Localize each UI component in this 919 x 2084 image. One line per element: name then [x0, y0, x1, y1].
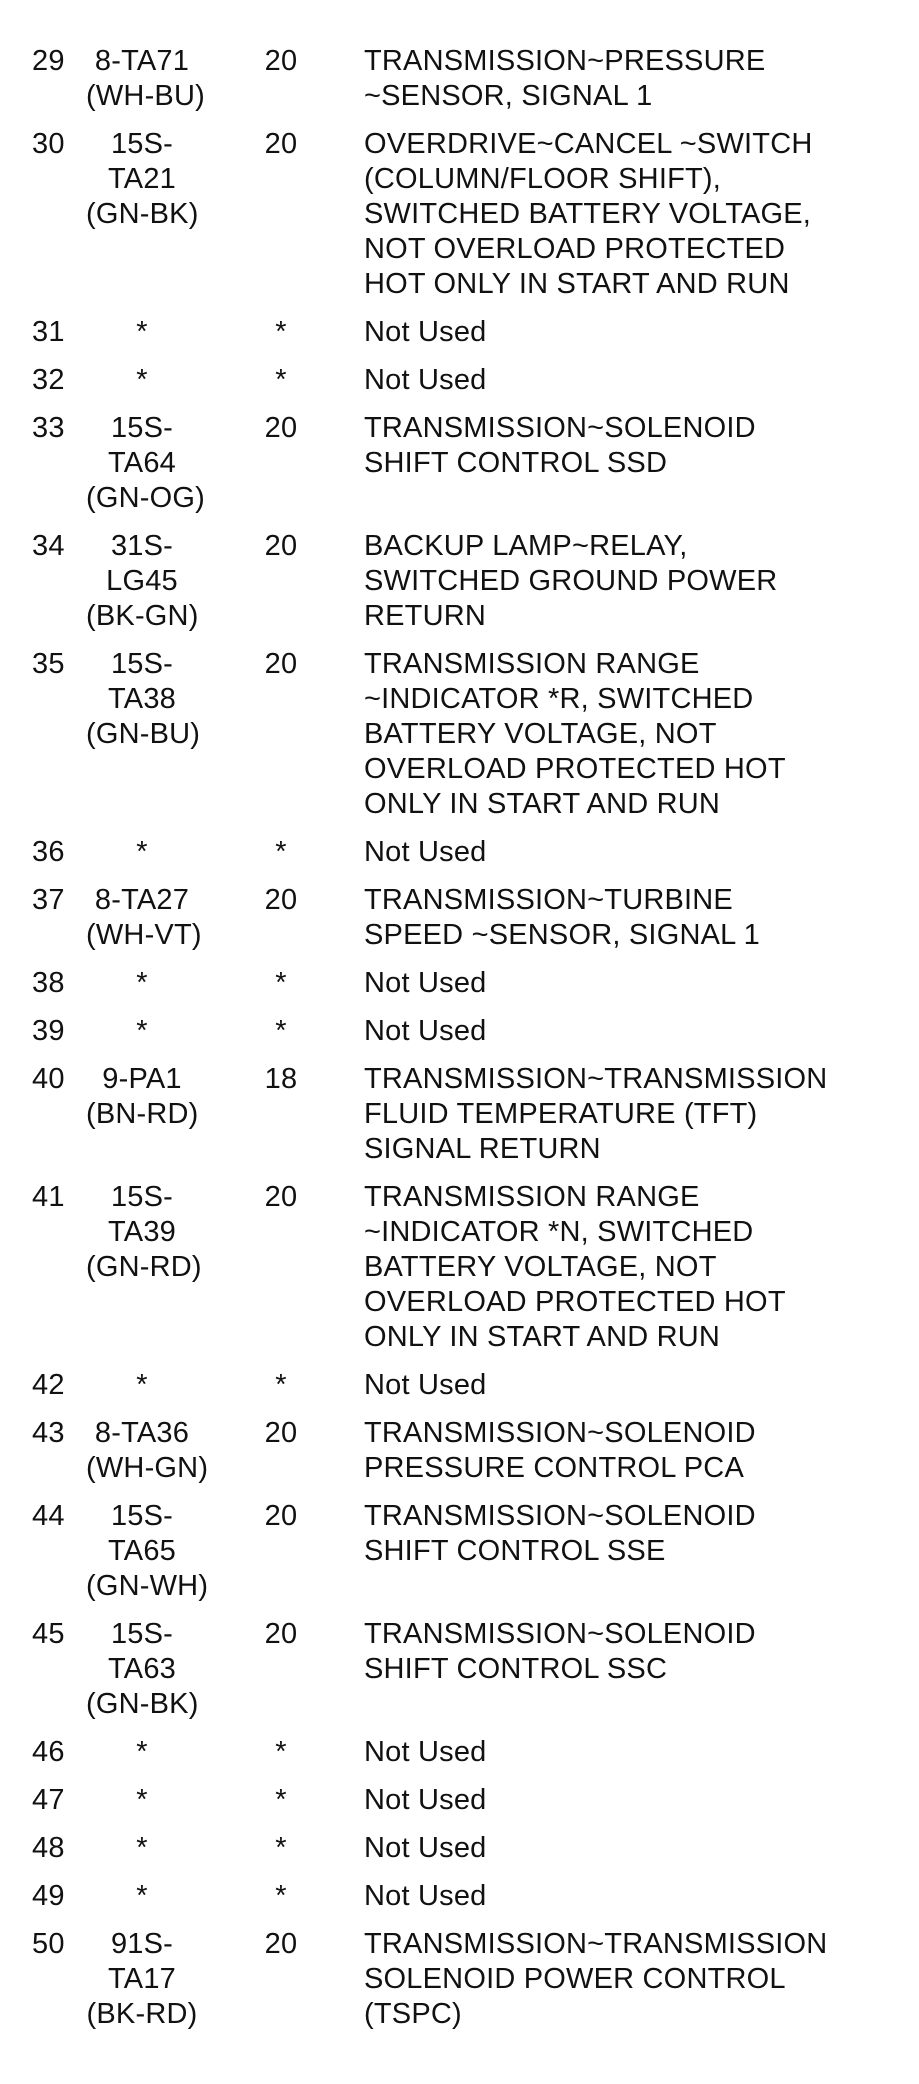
- wire-gauge: 18: [264, 1063, 298, 1095]
- circuit-line: (WH-GN): [86, 1452, 209, 1484]
- circuit-cell: [86, 363, 198, 411]
- wire-gauge: *: [275, 1784, 287, 1816]
- circuit-line: (BN-RD): [86, 1098, 199, 1130]
- pin-row-46: [32, 1735, 892, 1783]
- pin-number: 38: [32, 967, 65, 999]
- circuit-cell: [86, 411, 205, 529]
- pin-row-50: [32, 1927, 892, 2045]
- circuit-line: 15S-: [110, 128, 174, 160]
- circuit-line: (BK-RD): [86, 1998, 198, 2030]
- wire-gauge: 20: [264, 45, 298, 77]
- wire-gauge: *: [275, 836, 287, 868]
- circuit-function-line: OVERLOAD PROTECTED HOT: [364, 1286, 786, 1318]
- circuit-function-line: Not Used: [364, 1832, 487, 1864]
- circuit-function-cell: [364, 315, 892, 363]
- pin-row-31: [32, 315, 892, 363]
- circuit-function-cell: [364, 835, 892, 883]
- circuit-function-cell: [364, 1879, 892, 1927]
- circuit-function-cell: [364, 363, 892, 411]
- circuit-function-line: Not Used: [364, 1015, 487, 1047]
- circuit-function-line: TRANSMISSION~TURBINE: [364, 884, 733, 916]
- circuit-function-line: (COLUMN/FLOOR SHIFT),: [364, 163, 722, 195]
- circuit-function-line: TRANSMISSION~TRANSMISSION: [364, 1928, 828, 1960]
- circuit-function-line: SHIFT CONTROL SSC: [364, 1653, 668, 1685]
- circuit-function-line: SOLENOID POWER CONTROL: [364, 1963, 786, 1995]
- circuit-function-line: OVERLOAD PROTECTED HOT: [364, 753, 786, 785]
- pin-number: 36: [32, 836, 65, 868]
- pin-number: 34: [32, 530, 65, 562]
- pin-number: 43: [32, 1417, 65, 1449]
- circuit-line: 15S-: [110, 1181, 174, 1213]
- circuit-function-line: RETURN: [364, 600, 487, 632]
- circuit-line: 31S-: [110, 530, 174, 562]
- pin-number: 32: [32, 364, 65, 396]
- pin-number: 41: [32, 1181, 65, 1213]
- pin-row-45: [32, 1617, 892, 1735]
- circuit-line: TA38: [108, 683, 176, 715]
- circuit-function-line: TRANSMISSION~SOLENOID: [364, 1500, 756, 1532]
- pin-row-48: [32, 1831, 892, 1879]
- circuit-line: (GN-BK): [86, 1688, 199, 1720]
- circuit-cell: [86, 1735, 198, 1783]
- pin-number: 33: [32, 412, 65, 444]
- circuit-cell: [86, 883, 202, 966]
- pin-row-36: [32, 835, 892, 883]
- circuit-function-cell: [364, 1617, 892, 1735]
- wire-gauge: 20: [264, 1500, 298, 1532]
- circuit-line: LG45: [106, 565, 178, 597]
- circuit-function-cell: [364, 883, 892, 966]
- pin-row-49: [32, 1879, 892, 1927]
- circuit-line: (WH-BU): [86, 80, 205, 112]
- circuit-cell: [86, 835, 198, 883]
- circuit-line: *: [136, 1832, 148, 1864]
- circuit-line: (WH-VT): [86, 919, 202, 951]
- circuit-line: 15S-: [110, 412, 174, 444]
- circuit-function-cell: [364, 1927, 892, 2045]
- pin-row-38: [32, 966, 892, 1014]
- circuit-function-line: TRANSMISSION RANGE: [364, 648, 700, 680]
- circuit-cell: [86, 1180, 202, 1368]
- circuit-cell: [86, 44, 205, 127]
- circuit-line: 8-TA36: [94, 1417, 190, 1449]
- wire-gauge: 20: [264, 884, 298, 916]
- wire-gauge: *: [275, 1736, 287, 1768]
- pin-number: 30: [32, 128, 65, 160]
- wire-gauge: *: [275, 364, 287, 396]
- pin-row-43: [32, 1416, 892, 1499]
- wire-gauge: *: [275, 1832, 287, 1864]
- pin-number: 46: [32, 1736, 65, 1768]
- circuit-cell: [86, 647, 201, 835]
- circuit-function-line: TRANSMISSION RANGE: [364, 1181, 700, 1213]
- circuit-cell: [86, 1927, 198, 2045]
- pin-row-33: [32, 411, 892, 529]
- pin-number: 39: [32, 1015, 65, 1047]
- circuit-function-cell: [364, 1368, 892, 1416]
- pin-number: 47: [32, 1784, 65, 1816]
- pin-number: 37: [32, 884, 65, 916]
- circuit-function-line: ~INDICATOR *R, SWITCHED: [364, 683, 754, 715]
- circuit-line: 8-TA27: [94, 884, 190, 916]
- wire-gauge: *: [275, 1880, 287, 1912]
- pin-number: 49: [32, 1880, 65, 1912]
- circuit-function-line: Not Used: [364, 316, 487, 348]
- circuit-function-line: SWITCHED BATTERY VOLTAGE,: [364, 198, 812, 230]
- circuit-cell: [86, 1416, 209, 1499]
- circuit-function-cell: [364, 44, 892, 127]
- wire-gauge: 20: [264, 1417, 298, 1449]
- wire-gauge: *: [275, 1369, 287, 1401]
- pin-number: 31: [32, 316, 65, 348]
- circuit-cell: [86, 1783, 198, 1831]
- circuit-function-line: TRANSMISSION~SOLENOID: [364, 412, 756, 444]
- pinout-table-body: [32, 44, 892, 2045]
- circuit-function-line: Not Used: [364, 1736, 487, 1768]
- circuit-line: *: [136, 1880, 148, 1912]
- pin-row-39: [32, 1014, 892, 1062]
- circuit-function-cell: [364, 1499, 892, 1617]
- circuit-line: TA17: [108, 1963, 176, 1995]
- circuit-function-line: SHIFT CONTROL SSD: [364, 447, 668, 479]
- circuit-function-line: TRANSMISSION~PRESSURE: [364, 45, 766, 77]
- pin-row-44: [32, 1499, 892, 1617]
- circuit-line: *: [136, 836, 148, 868]
- circuit-cell: [86, 1062, 198, 1180]
- circuit-function-line: Not Used: [364, 1784, 487, 1816]
- pin-number: 29: [32, 45, 65, 77]
- circuit-line: *: [136, 364, 148, 396]
- circuit-function-line: TRANSMISSION~SOLENOID: [364, 1417, 756, 1449]
- circuit-cell: [86, 127, 198, 315]
- circuit-line: 91S-: [110, 1928, 174, 1960]
- circuit-cell: [86, 315, 198, 363]
- circuit-function-line: (TSPC): [364, 1998, 462, 2030]
- circuit-function-line: ONLY IN START AND RUN: [364, 788, 721, 820]
- circuit-line: (GN-WH): [86, 1570, 209, 1602]
- pin-row-34: [32, 529, 892, 647]
- circuit-cell: [86, 966, 198, 1014]
- wire-gauge: 20: [264, 530, 298, 562]
- circuit-function-cell: [364, 1416, 892, 1499]
- circuit-cell: [86, 1499, 209, 1617]
- circuit-cell: [86, 1617, 198, 1735]
- pin-row-37: [32, 883, 892, 966]
- circuit-line: *: [136, 1784, 148, 1816]
- circuit-line: *: [136, 1369, 148, 1401]
- circuit-line: 15S-: [110, 648, 174, 680]
- pin-number: 45: [32, 1618, 65, 1650]
- pin-row-29: [32, 44, 892, 127]
- circuit-line: *: [136, 316, 148, 348]
- circuit-line: (GN-BU): [86, 718, 201, 750]
- circuit-line: *: [136, 1736, 148, 1768]
- pin-row-41: [32, 1180, 892, 1368]
- circuit-function-line: ~SENSOR, SIGNAL 1: [364, 80, 653, 112]
- circuit-line: (GN-OG): [86, 482, 205, 514]
- circuit-function-cell: [364, 411, 892, 529]
- wire-gauge: *: [275, 316, 287, 348]
- wire-gauge: 20: [264, 1181, 298, 1213]
- pin-row-42: [32, 1368, 892, 1416]
- circuit-line: 8-TA71: [94, 45, 190, 77]
- circuit-line: 9-PA1: [102, 1063, 182, 1095]
- circuit-function-cell: [364, 966, 892, 1014]
- circuit-function-line: SHIFT CONTROL SSE: [364, 1535, 666, 1567]
- circuit-function-line: Not Used: [364, 364, 487, 396]
- circuit-line: 15S-: [110, 1500, 174, 1532]
- pin-row-40: [32, 1062, 892, 1180]
- circuit-line: TA65: [108, 1535, 176, 1567]
- circuit-function-cell: [364, 1062, 892, 1180]
- circuit-function-line: ~INDICATOR *N, SWITCHED: [364, 1216, 754, 1248]
- circuit-function-line: SIGNAL RETURN: [364, 1133, 601, 1165]
- circuit-line: *: [136, 1015, 148, 1047]
- circuit-function-line: PRESSURE CONTROL PCA: [364, 1452, 744, 1484]
- circuit-function-cell: [364, 1014, 892, 1062]
- circuit-line: TA39: [108, 1216, 176, 1248]
- wire-gauge: 20: [264, 412, 298, 444]
- circuit-function-line: BATTERY VOLTAGE, NOT: [364, 718, 717, 750]
- circuit-line: TA63: [108, 1653, 176, 1685]
- wire-gauge: *: [275, 967, 287, 999]
- circuit-function-line: TRANSMISSION~TRANSMISSION: [364, 1063, 828, 1095]
- pin-row-30: [32, 127, 892, 315]
- pin-row-47: [32, 1783, 892, 1831]
- wire-gauge: 20: [264, 128, 298, 160]
- circuit-line: (BK-GN): [86, 600, 199, 632]
- circuit-function-line: Not Used: [364, 967, 487, 999]
- circuit-line: (GN-RD): [86, 1251, 202, 1283]
- circuit-function-line: Not Used: [364, 836, 487, 868]
- circuit-function-line: TRANSMISSION~SOLENOID: [364, 1618, 756, 1650]
- pinout-table: [32, 44, 892, 2045]
- pin-number: 35: [32, 648, 65, 680]
- circuit-function-line: OVERDRIVE~CANCEL ~SWITCH: [364, 128, 813, 160]
- wire-gauge: *: [275, 1015, 287, 1047]
- circuit-function-line: Not Used: [364, 1880, 487, 1912]
- circuit-line: (GN-BK): [86, 198, 199, 230]
- circuit-function-line: BACKUP LAMP~RELAY,: [364, 530, 688, 562]
- circuit-function-line: FLUID TEMPERATURE (TFT): [364, 1098, 758, 1130]
- pin-number: 48: [32, 1832, 65, 1864]
- circuit-cell: [86, 1879, 198, 1927]
- wire-gauge: 20: [264, 1928, 298, 1960]
- circuit-cell: [86, 1014, 198, 1062]
- pin-row-35: [32, 647, 892, 835]
- circuit-cell: [86, 1368, 198, 1416]
- circuit-function-line: HOT ONLY IN START AND RUN: [364, 268, 790, 300]
- circuit-function-line: SWITCHED GROUND POWER: [364, 565, 778, 597]
- circuit-cell: [86, 1831, 198, 1879]
- circuit-function-cell: [364, 529, 892, 647]
- circuit-line: TA64: [108, 447, 176, 479]
- circuit-cell: [86, 529, 198, 647]
- circuit-function-cell: [364, 1735, 892, 1783]
- pin-number: 44: [32, 1500, 65, 1532]
- pin-number: 50: [32, 1928, 65, 1960]
- pin-number: 40: [32, 1063, 65, 1095]
- circuit-line: 15S-: [110, 1618, 174, 1650]
- circuit-function-cell: [364, 1831, 892, 1879]
- circuit-function-cell: [364, 1180, 892, 1368]
- wire-gauge: 20: [264, 1618, 298, 1650]
- circuit-function-cell: [364, 127, 892, 315]
- circuit-function-cell: [364, 647, 892, 835]
- wire-gauge: 20: [264, 648, 298, 680]
- circuit-function-line: ONLY IN START AND RUN: [364, 1321, 721, 1353]
- circuit-function-line: Not Used: [364, 1369, 487, 1401]
- circuit-line: TA21: [108, 163, 176, 195]
- circuit-function-cell: [364, 1783, 892, 1831]
- circuit-function-line: NOT OVERLOAD PROTECTED: [364, 233, 786, 265]
- pin-number: 42: [32, 1369, 65, 1401]
- pin-row-32: [32, 363, 892, 411]
- circuit-line: *: [136, 967, 148, 999]
- circuit-function-line: BATTERY VOLTAGE, NOT: [364, 1251, 717, 1283]
- circuit-function-line: SPEED ~SENSOR, SIGNAL 1: [364, 919, 760, 951]
